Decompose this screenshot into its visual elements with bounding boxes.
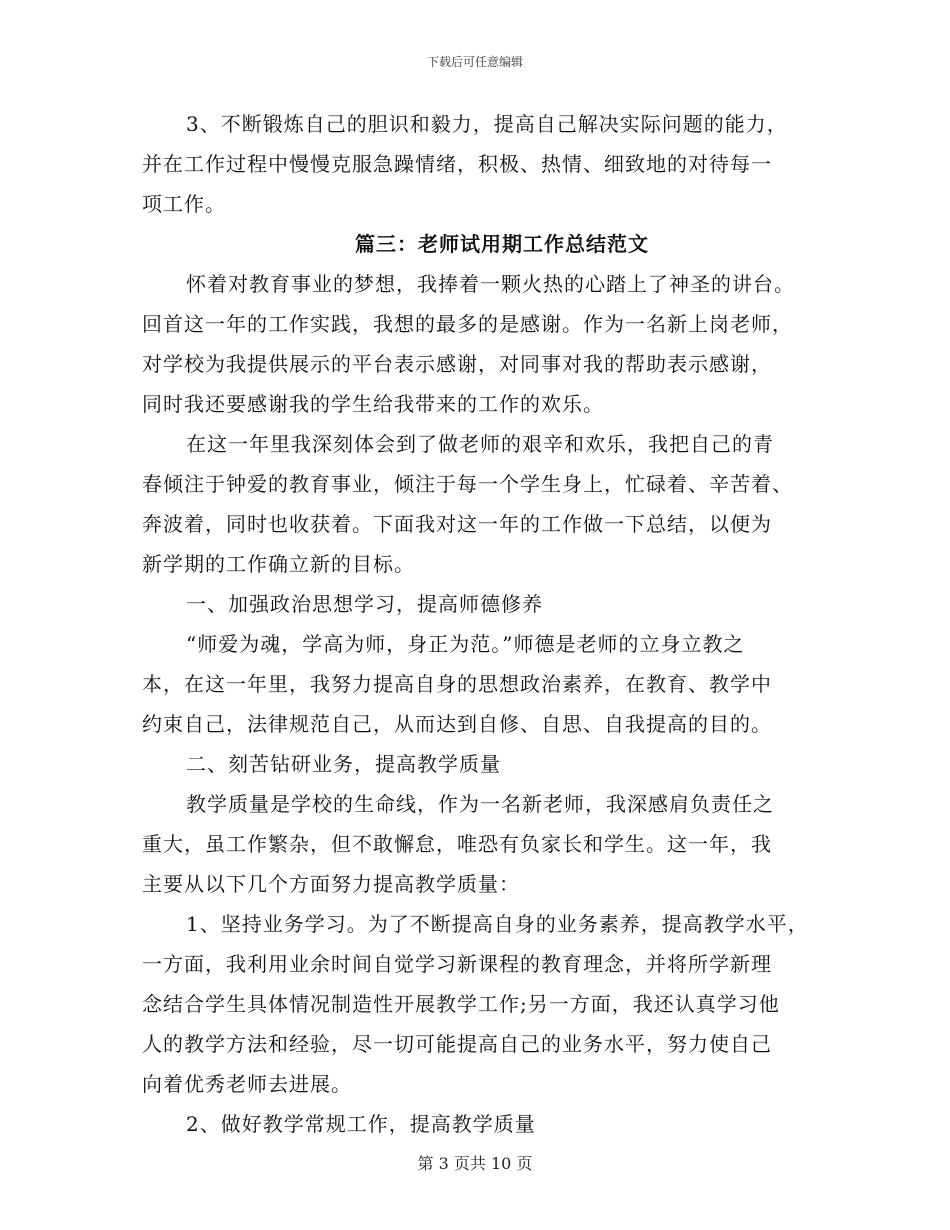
body-line: 并在工作过程中慢慢克服急躁情绪，积极、热情、细致地的对待每一	[142, 152, 772, 176]
body-line: 人的教学方法和经验，尽一切可能提高自己的业务水平，努力使自己	[142, 1032, 772, 1056]
subsection-title: 2、做好教学常规工作，提高教学质量	[186, 1112, 536, 1136]
section-heading: 篇三：老师试用期工作总结范文	[355, 232, 649, 256]
body-line: 怀着对教育事业的梦想，我捧着一颗火热的心踏上了神圣的讲台。	[186, 272, 795, 296]
body-line: 本，在这一年里，我努力提高自身的思想政治素养，在教育、教学中	[142, 672, 772, 696]
subsection-title: 一、加强政治思想学习，提高师德修养	[186, 592, 543, 616]
body-line: 约束自己，法律规范自己，从而达到自修、自思、自我提高的目的。	[142, 712, 772, 736]
body-line: 1、坚持业务学习。为了不断提高自身的业务素养，提高教学水平，	[186, 912, 809, 936]
page-footer: 第 3 页共 10 页	[417, 1154, 533, 1173]
page-header: 下载后可任意编辑	[426, 55, 523, 69]
body-line: 向着优秀老师去进展。	[142, 1072, 352, 1096]
body-line: 重大，虽工作繁杂，但不敢懈怠，唯恐有负家长和学生。这一年，我	[142, 832, 772, 856]
document-body	[142, 104, 822, 1144]
body-line: 3、不断锻炼自己的胆识和毅力，提高自己解决实际问题的能力，	[186, 112, 788, 136]
body-line: 同时我还要感谢我的学生给我带来的工作的欢乐。	[142, 392, 604, 416]
body-line: 春倾注于钟爱的教育事业，倾注于每一个学生身上，忙碌着、辛苦着、	[142, 472, 793, 496]
body-line: 新学期的工作确立新的目标。	[142, 552, 415, 576]
body-line: 教学质量是学校的生命线，作为一名新老师，我深感肩负责任之	[186, 792, 774, 816]
body-line: 一方面，我利用业余时间自觉学习新课程的教育理念，并将所学新理	[142, 952, 772, 976]
body-line: 奔波着，同时也收获着。下面我对这一年的工作做一下总结，以便为	[142, 512, 772, 536]
body-line: 念结合学生具体情况制造性开展教学工作;另一方面，我还认真学习他	[142, 992, 780, 1016]
body-line: 项工作。	[142, 192, 226, 216]
subsection-title: 二、刻苦钻研业务，提高教学质量	[186, 752, 501, 776]
body-line: 对学校为我提供展示的平台表示感谢，对同事对我的帮助表示感谢，	[142, 352, 772, 376]
body-line: 在这一年里我深刻体会到了做老师的艰辛和欢乐，我把自己的青	[186, 432, 774, 456]
body-line: “师爱为魂，学高为师，身正为范。”师德是老师的立身立教之	[186, 632, 745, 656]
body-line: 主要从以下几个方面努力提高教学质量：	[142, 872, 520, 896]
body-line: 回首这一年的工作实践，我想的最多的是感谢。作为一名新上岗老师，	[142, 312, 793, 336]
